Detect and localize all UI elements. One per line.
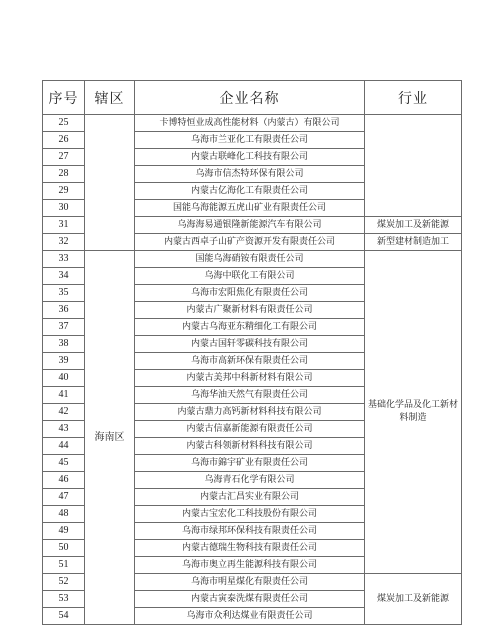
company-name: 内蒙古鼎力高钙新材料科技有限公司 (135, 404, 365, 421)
company-name: 内蒙古乌海亚东精细化工有限公司 (135, 319, 365, 336)
company-name: 乌海青石化学有限公司 (135, 472, 365, 489)
company-name: 乌海市明星煤化有限责任公司 (135, 574, 365, 591)
row-no: 41 (43, 387, 85, 404)
row-no: 38 (43, 336, 85, 353)
company-name: 内蒙古西卓子山矿产资源开发有限责任公司 (135, 234, 365, 251)
company-name: 内蒙古德瑞生物科技有限责任公司 (135, 540, 365, 557)
company-name: 乌海海易通银隆新能源汽车有限公司 (135, 217, 365, 234)
company-name: 内蒙古广聚新材料有限责任公司 (135, 302, 365, 319)
table-header-row (43, 81, 462, 115)
company-name: 乌海市信杰特环保有限公司 (135, 166, 365, 183)
row-no: 26 (43, 132, 85, 149)
industry-cell-empty (365, 115, 462, 217)
company-name: 乌海中联化工有限公司 (135, 268, 365, 285)
company-name: 内蒙古宝宏化工科技股份有限公司 (135, 506, 365, 523)
company-name: 内蒙古信嘉新能源有限责任公司 (135, 421, 365, 438)
company-name: 内蒙古国轩零碳科技有限公司 (135, 336, 365, 353)
company-name: 内蒙古寅泰洗煤有限责任公司 (135, 591, 365, 608)
company-name: 国能乌海硝铵有限责任公司 (135, 251, 365, 268)
row-no: 48 (43, 506, 85, 523)
row-no: 53 (43, 591, 85, 608)
industry-coal-energy: 煤炭加工及新能源 (365, 217, 462, 234)
row-no: 46 (43, 472, 85, 489)
header-district: 辖区 (85, 81, 135, 115)
row-no: 28 (43, 166, 85, 183)
row-no: 52 (43, 574, 85, 591)
company-name: 乌海市宏阳焦化有限责任公司 (135, 285, 365, 302)
company-table (42, 80, 462, 625)
district-cell-empty (85, 115, 135, 251)
header-company: 企业名称 (135, 81, 365, 115)
district-cell: 海南区 (85, 251, 135, 625)
company-name: 内蒙古美邦中科新材料有限公司 (135, 370, 365, 387)
industry-building-materials: 新型建材制造加工 (365, 234, 462, 251)
table-row (43, 115, 462, 132)
row-no: 43 (43, 421, 85, 438)
row-no: 35 (43, 285, 85, 302)
company-name: 卡博特恒业成高性能材料（内蒙古）有限公司 (135, 115, 365, 132)
row-no: 37 (43, 319, 85, 336)
row-no: 50 (43, 540, 85, 557)
row-no: 30 (43, 200, 85, 217)
row-no: 45 (43, 455, 85, 472)
row-no: 39 (43, 353, 85, 370)
company-name: 内蒙古科领新材料科技有限公司 (135, 438, 365, 455)
row-no: 31 (43, 217, 85, 234)
row-no: 27 (43, 149, 85, 166)
row-no: 36 (43, 302, 85, 319)
company-name: 内蒙古汇昌实业有限公司 (135, 489, 365, 506)
company-name: 内蒙古联峰化工科技有限公司 (135, 149, 365, 166)
industry-chemicals: 基础化学品及化工新材料制造 (365, 251, 462, 574)
row-no: 49 (43, 523, 85, 540)
row-no: 47 (43, 489, 85, 506)
company-name: 乌海市高新环保有限责任公司 (135, 353, 365, 370)
header-industry: 行业 (365, 81, 462, 115)
company-name: 内蒙古亿海化工有限责任公司 (135, 183, 365, 200)
header-no: 序号 (43, 81, 85, 115)
row-no: 40 (43, 370, 85, 387)
row-no: 29 (43, 183, 85, 200)
company-name: 乌海市錦宇矿业有限责任公司 (135, 455, 365, 472)
company-name: 国能乌海能源五虎山矿业有限责任公司 (135, 200, 365, 217)
company-name: 乌海市众利达煤业有限责任公司 (135, 608, 365, 625)
row-no: 42 (43, 404, 85, 421)
company-name: 乌海市兰亚化工有限责任公司 (135, 132, 365, 149)
row-no: 32 (43, 234, 85, 251)
company-name: 乌海市奥立再生能源科技有限公司 (135, 557, 365, 574)
company-name: 乌海市绿邦环保科技有限责任公司 (135, 523, 365, 540)
row-no: 25 (43, 115, 85, 132)
row-no: 33 (43, 251, 85, 268)
table-row (43, 251, 462, 268)
company-name: 乌海华油天然气有限责任公司 (135, 387, 365, 404)
row-no: 51 (43, 557, 85, 574)
row-no: 44 (43, 438, 85, 455)
row-no: 54 (43, 608, 85, 625)
industry-coal-energy-2: 煤炭加工及新能源 (365, 574, 462, 625)
row-no: 34 (43, 268, 85, 285)
